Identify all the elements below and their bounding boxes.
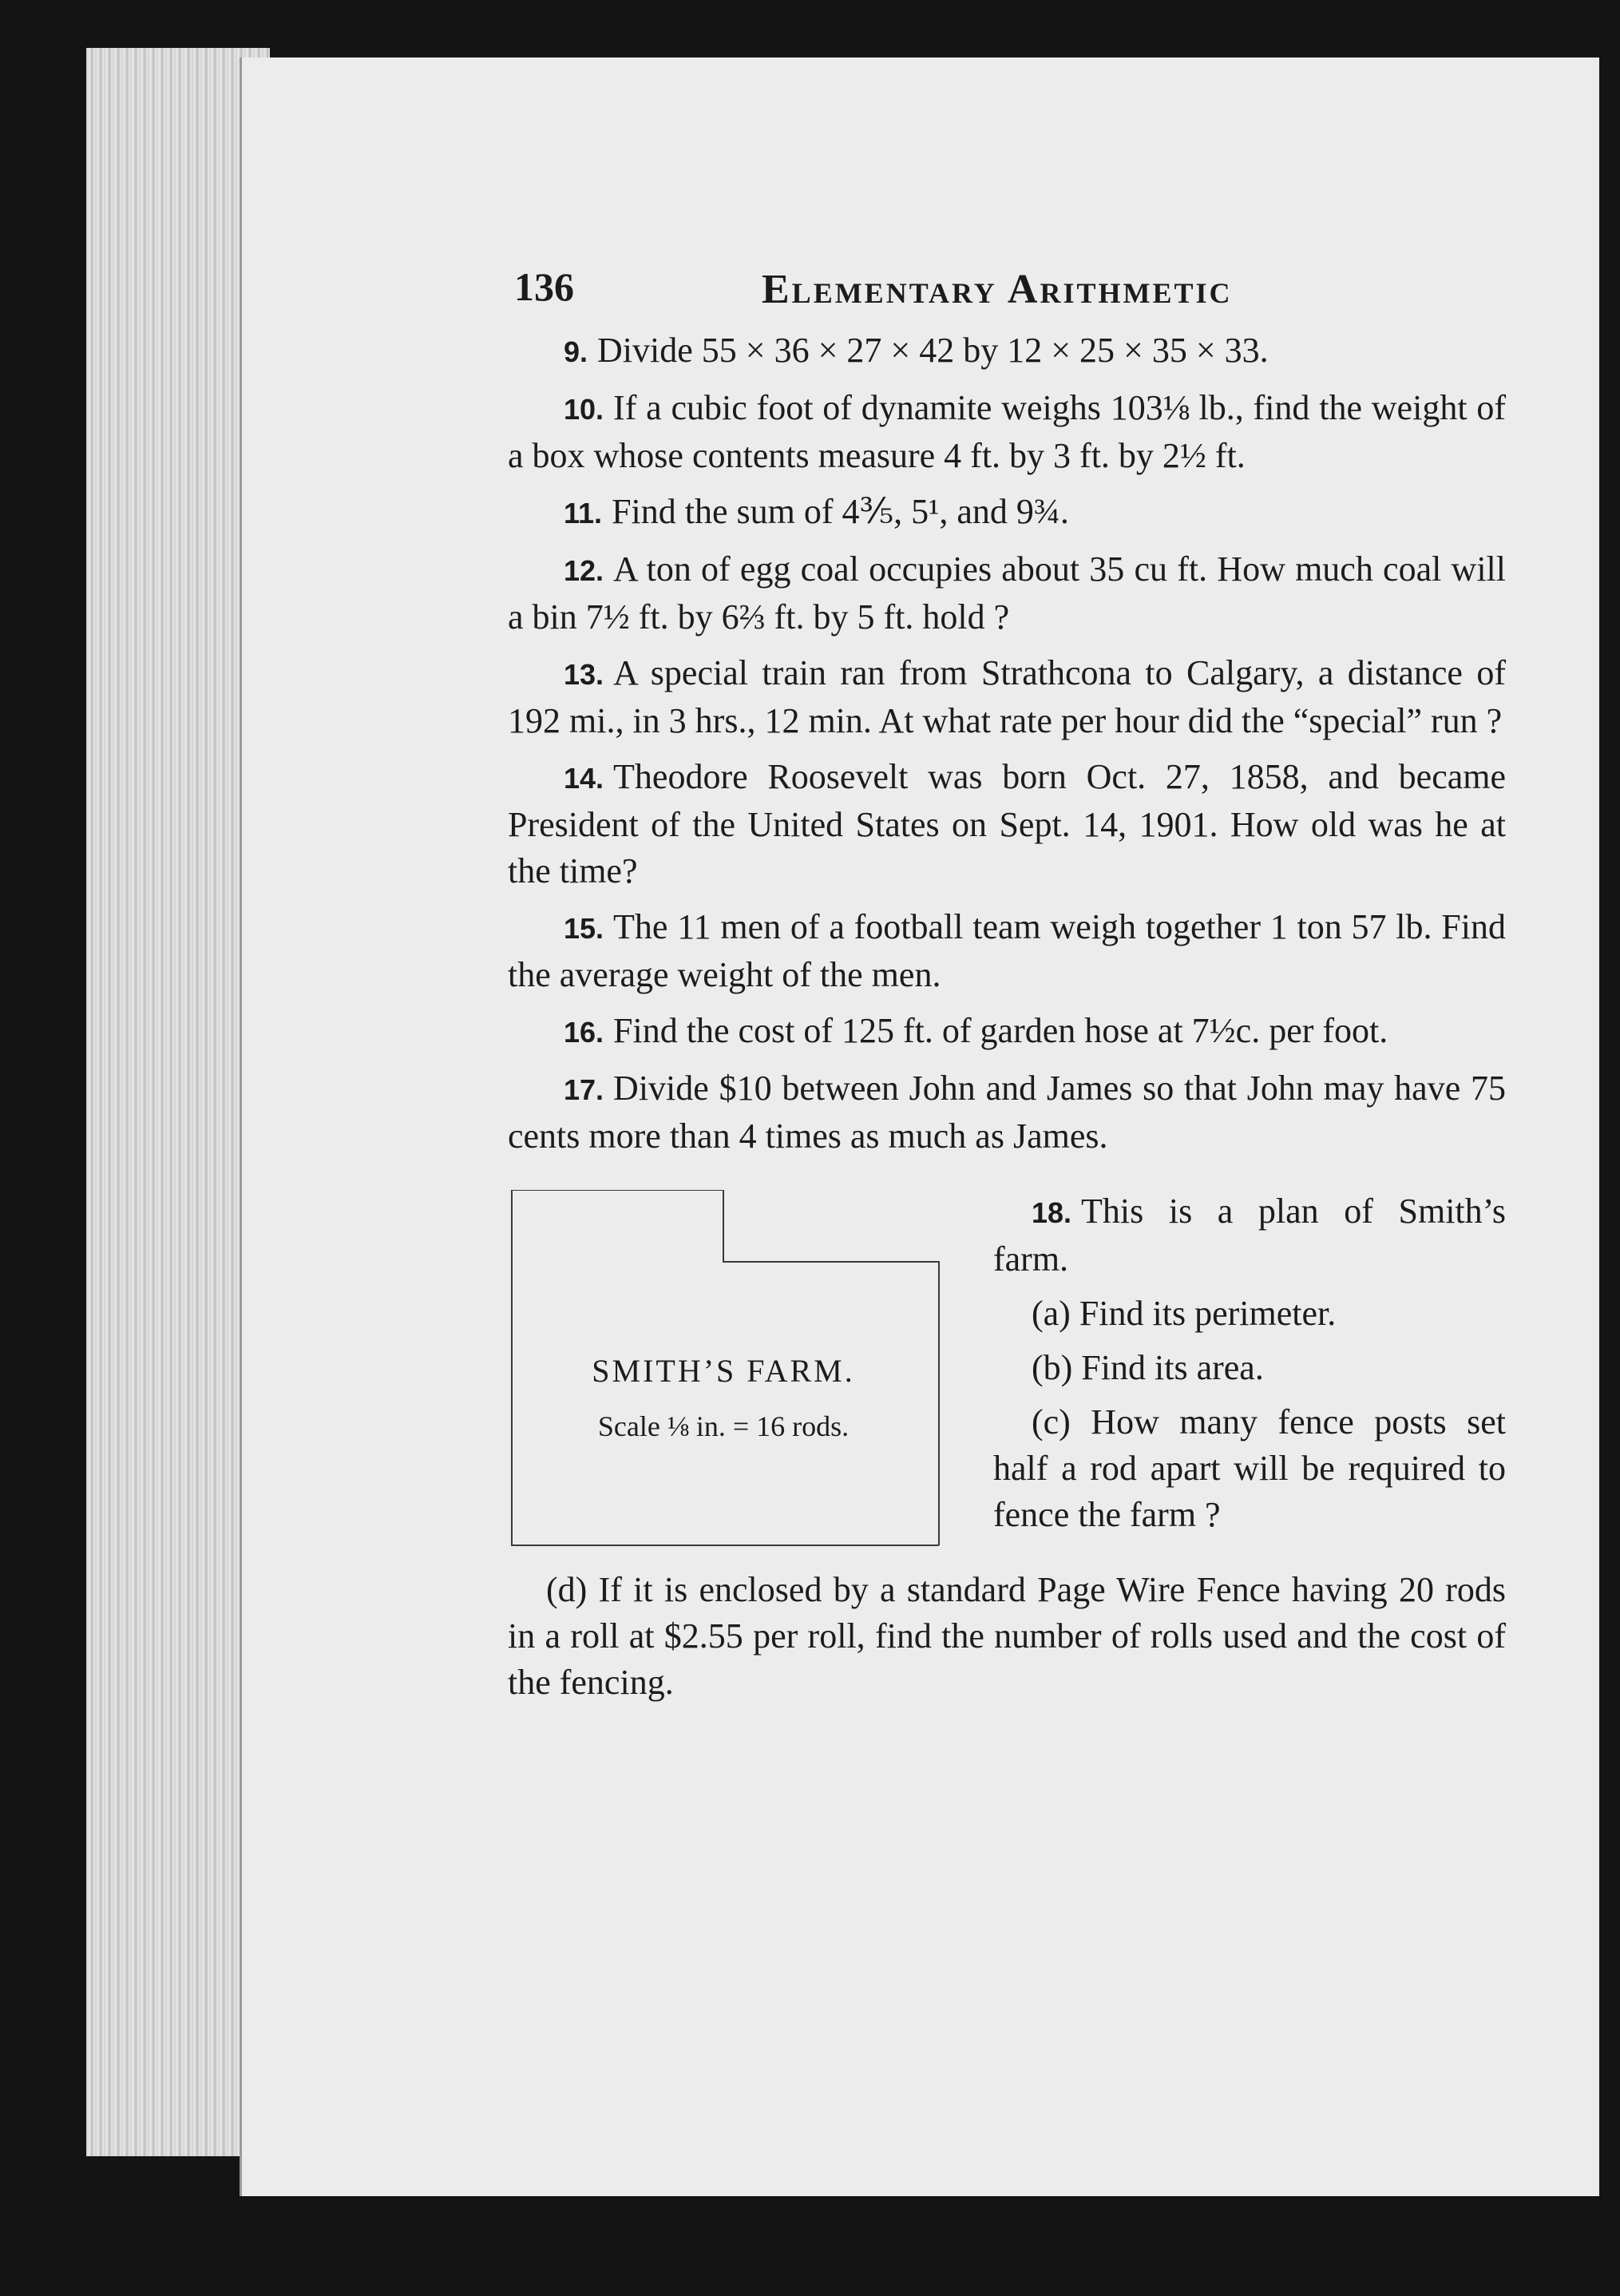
problem-number: 17.	[564, 1073, 604, 1106]
problem-number: 13.	[564, 658, 604, 691]
problem-text: Divide $10 between John and James so that John may have 75 cents more than 4 times as much as James.	[508, 1069, 1506, 1156]
problem-18-part-a: (a) Find its perimeter.	[1032, 1294, 1337, 1333]
problem-17	[508, 1065, 1506, 1160]
problem-15	[508, 904, 1506, 998]
problem-text: A special train ran from Strathcona to Calgary, a distance of 192 mi., in 3 hrs., 12 min. At what rate per hour did the “special” run ?	[508, 653, 1506, 740]
problem-text: A ton of egg coal occupies about 35 cu ft. How much coal will a bin 7½ ft. by 6⅔ ft. by 5 ft. hold ?	[508, 549, 1506, 636]
problem-text: The 11 men of a football team weigh together 1 ton 57 lb. Find the average weight of the men.	[508, 907, 1506, 994]
problem-18-part-b: (b) Find its area.	[1032, 1348, 1264, 1387]
problem-9	[508, 327, 1506, 375]
farm-plan	[508, 1190, 947, 1557]
problem-number: 10.	[564, 393, 604, 426]
plan-title: SMITH’S FARM.	[592, 1353, 855, 1389]
problem-text: Find the cost of 125 ft. of garden hose at 7½c. per foot.	[613, 1011, 1388, 1050]
problem-text: This is a plan of Smith’s farm.	[993, 1192, 1506, 1279]
problem-18-part-d: (d) If it is enclosed by a standard Page Wire Fence having 20 rods in a roll at $2.55 per roll, find the number of rolls used and the cost of the fencing.	[508, 1570, 1506, 1702]
problem-number: 18.	[1032, 1196, 1072, 1229]
problem-number: 11.	[564, 497, 603, 529]
problem-18	[993, 1188, 1506, 1557]
page-number: 136	[514, 264, 574, 309]
problem-18-block	[508, 1188, 1506, 1557]
problem-18-intro	[993, 1188, 1506, 1283]
problem-text: Divide 55 × 36 × 27 × 42 by 12 × 25 × 35 × 33.	[597, 331, 1269, 370]
problem-number: 9.	[564, 335, 588, 368]
problem-text: Find the sum of 4⅗, 5¹, and 9¾.	[612, 492, 1069, 531]
problem-16	[508, 1008, 1506, 1056]
problem-text: If a cubic foot of dynamite weighs 103⅛ lb., find the weight of a box whose contents measure 4 ft. by 3 ft. by 2½ ft.	[508, 388, 1506, 475]
problem-number: 16.	[564, 1016, 604, 1049]
problem-text: Theodore Roosevelt was born Oct. 27, 1858, and became President of the United States on Sept. 14, 1901. How old was he at the time?	[508, 757, 1506, 890]
problem-number: 14.	[564, 762, 604, 795]
plan-scale: Scale ⅛ in. = 16 rods.	[597, 1410, 850, 1442]
problem-11	[508, 489, 1506, 537]
page-content	[508, 256, 1506, 1706]
problem-13	[508, 650, 1506, 744]
problem-14	[508, 754, 1506, 894]
problem-10	[508, 385, 1506, 479]
problem-12	[508, 546, 1506, 640]
page-header	[508, 256, 1506, 327]
running-title: Elementary Arithmetic	[762, 267, 1233, 312]
problem-number: 15.	[564, 912, 604, 945]
problem-18-part-c: (c) How many fence posts set half a rod apart will be required to fence the farm ?	[993, 1402, 1506, 1534]
problem-number: 12.	[564, 554, 604, 587]
